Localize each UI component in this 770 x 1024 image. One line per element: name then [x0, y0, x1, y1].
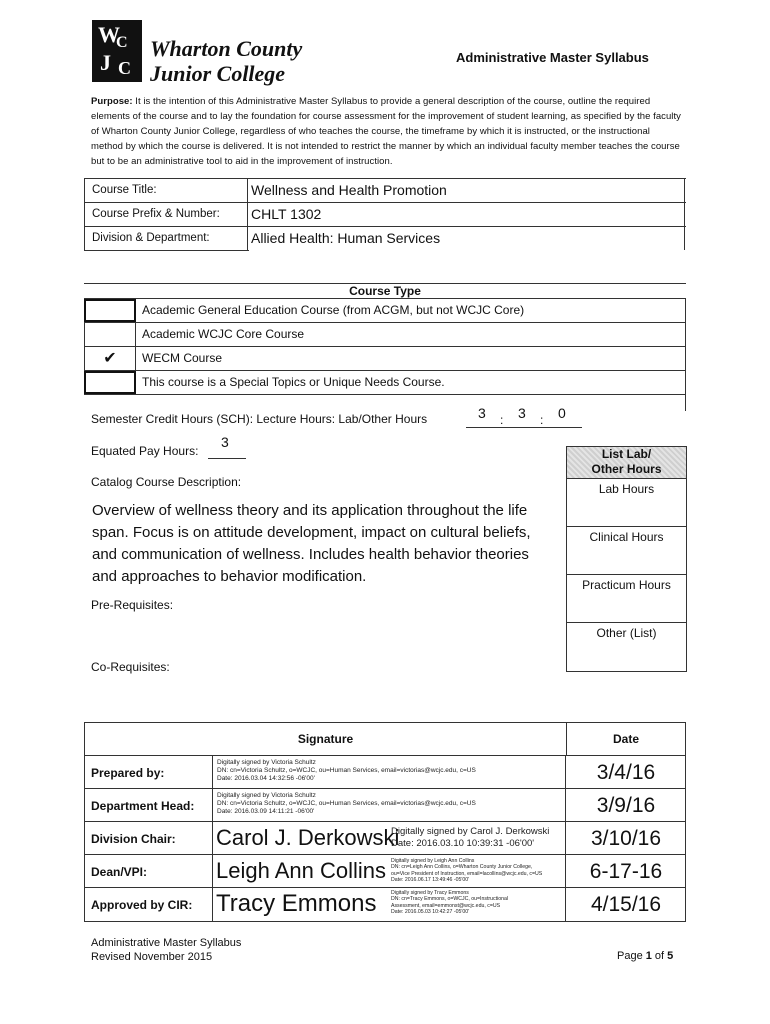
role-label: Division Chair: [85, 822, 213, 854]
page-prefix: Page [617, 950, 646, 962]
equated-pay-label: Equated Pay Hours: [91, 444, 199, 458]
equated-pay-value: 3 [221, 434, 229, 450]
logo-letter-c2: C [118, 58, 131, 78]
signature-row-dean [85, 855, 685, 888]
clinical-hours-cell: Clinical Hours [567, 527, 686, 575]
lab-hours-heading-line1: List Lab/ [601, 447, 652, 461]
purpose-label: Purpose: [91, 96, 133, 107]
signature-line: Digitally signed by Leigh Ann Collins [391, 858, 475, 864]
signature-line: Digitally signed by Victoria Schultz [217, 792, 316, 799]
course-type-heading: Course Type [84, 283, 686, 299]
prerequisites-label: Pre-Requisites: [91, 598, 174, 612]
logo-letter-j: J [100, 50, 111, 75]
checkmark-icon[interactable]: ✔ [84, 347, 136, 370]
footer-left [91, 936, 241, 964]
role-label: Prepared by: [85, 756, 213, 788]
lab-hours-heading [567, 447, 686, 479]
course-type-option-label: WECM Course [142, 351, 223, 365]
signature-line: Date: 2016.03.04 14:32:56 -06'00' [217, 775, 315, 782]
signature-row-cir [85, 888, 685, 921]
course-type-option-label: This course is a Special Topics or Unique Needs Course. [142, 375, 445, 389]
college-name [150, 36, 302, 86]
signature-date: 3/10/16 [590, 827, 662, 850]
course-type-checkbox[interactable] [84, 371, 136, 394]
course-type-checkbox[interactable] [84, 323, 136, 346]
digital-signature[interactable] [213, 789, 566, 821]
course-type-table [84, 283, 686, 395]
date-column-header: Date [612, 732, 639, 746]
other-hours-cell: Other (List) [596, 626, 657, 640]
signature-line: Digitally signed by Tracy Emmons [391, 890, 469, 896]
signature-column-header: Signature [297, 732, 354, 746]
signature-line: ou=Vice President of Instruction, email=lacollins@wcjc.edu, c=US [391, 870, 543, 877]
course-type-option-label: Academic WCJC Core Course [142, 327, 305, 341]
course-title-value: Wellness and Health Promotion [251, 182, 447, 198]
logo-letter-c1: C [116, 34, 128, 51]
role-label: Dean/VPI: [85, 855, 213, 887]
page-current: 1 [645, 950, 652, 962]
corequisites-label: Co-Requisites: [91, 660, 170, 674]
lab-hours-value: 0 [558, 405, 566, 421]
table-border [84, 250, 249, 251]
digital-signature[interactable] [213, 822, 566, 854]
signature-date: 3/4/16 [596, 761, 656, 784]
signer-name: Tracy Emmons [216, 890, 377, 917]
role-label: Approved by CIR: [85, 888, 213, 921]
course-prefix-value: CHLT 1302 [251, 206, 322, 222]
signature-date: 6-17-16 [589, 860, 663, 883]
table-border [566, 723, 567, 756]
credit-separator: : [500, 413, 504, 427]
page-number [617, 950, 673, 962]
course-type-option-label: Academic General Education Course (from ACGM, but not WCJC Core) [142, 303, 525, 317]
purpose-text: It is the intention of this Administrative Master Syllabus to provide a general description of the course, outline the required elements of the course and to lay the foundation for course assessment for the improvement of student learning, as specified by the faculty of Wharton County Junior College, regardless of who teaches the course, the timeframe by which it is instructed, or the instructional method by which the course is delivered. It is not intended to restrict the manner by which an individual faculty member teaches the course but to be an administrative tool to aid in the improvement of instruction. [91, 96, 681, 167]
equated-pay-underline [208, 458, 246, 459]
division-label: Division & Department: [84, 227, 248, 251]
signature-table-header [85, 723, 685, 756]
college-logo-mark [92, 20, 142, 82]
course-prefix-row [84, 202, 686, 226]
course-info-table [84, 178, 686, 250]
college-name-line2: Junior College [150, 61, 286, 86]
signer-name: Leigh Ann Collins [216, 858, 387, 883]
signature-line: Digitally signed by Carol J. Derkowski [391, 826, 550, 837]
signature-line: Date: 2016.06.17 13:49:46 -05'00' [391, 877, 470, 884]
signature-line: DN: cn=Victoria Schultz, o=WCJC, ou=Human Services, email=victorias@wcjc.edu, c=US [217, 800, 476, 807]
lab-hours-table [566, 446, 687, 672]
lecture-hours-value: 3 [518, 405, 526, 421]
course-prefix-label: Course Prefix & Number: [84, 203, 248, 227]
signature-line: Date: 2016.03.09 14:11:21 -06'00' [217, 808, 315, 815]
signature-line: Assessment, email=emmonst@wcjc.edu, c=US [391, 902, 501, 909]
signature-table [84, 722, 686, 922]
digital-signature[interactable] [213, 888, 566, 921]
footer-line2: Revised November 2015 [91, 951, 213, 963]
purpose-paragraph [91, 94, 681, 169]
signature-row-prepared [85, 756, 685, 789]
logo-letter-w: W [98, 22, 120, 47]
signature-line: DN: cn=Leigh Ann Collins, o=Wharton County Junior College, [391, 864, 533, 871]
signature-line: Date: 2016.05.03 10:42:27 -05'00' [391, 909, 470, 916]
table-border [684, 178, 685, 250]
footer-line1: Administrative Master Syllabus [91, 937, 242, 949]
lab-hours-cell: Lab Hours [567, 479, 686, 527]
document-title: Administrative Master Syllabus [456, 50, 649, 65]
college-name-line1: Wharton County [150, 36, 303, 61]
signature-details [391, 826, 549, 850]
course-type-checkbox[interactable] [84, 299, 136, 322]
page-of: of [651, 950, 668, 962]
signature-line: Date: 2016.03.10 10:39:31 -06'00' [391, 838, 535, 849]
signature-date: 4/15/16 [590, 893, 662, 916]
signature-date: 3/9/16 [596, 794, 656, 817]
catalog-description-label: Catalog Course Description: [91, 475, 242, 489]
course-type-option [84, 323, 686, 347]
division-row [84, 226, 686, 250]
lab-hours-heading-line2: Other Hours [591, 462, 662, 476]
course-type-option [84, 299, 686, 323]
course-title-row [84, 178, 686, 202]
signature-line: DN: cn=Tracy Emmons, o=WCJC, ou=Instructional [391, 896, 508, 903]
table-border [685, 299, 686, 411]
signature-details [391, 890, 508, 916]
signature-details [217, 759, 476, 783]
credit-hours-underline [466, 427, 582, 428]
signature-row-division-chair [85, 822, 685, 855]
course-type-option [84, 347, 686, 371]
role-label: Department Head: [85, 789, 213, 821]
digital-signature[interactable] [213, 756, 566, 788]
division-value: Allied Health: Human Services [251, 230, 441, 246]
credit-hours-label: Semester Credit Hours (SCH): Lecture Hours: Lab/Other Hours [91, 412, 428, 426]
catalog-description-text: Overview of wellness theory and its application throughout the life span. Focus is on attitude development, impact on cultural beliefs, and communication of wellness. Includes health behavior theories and approaches to behavior modification. [92, 502, 531, 585]
practicum-hours-cell: Practicum Hours [567, 575, 686, 623]
signature-row-department-head [85, 789, 685, 822]
signature-line: Digitally signed by Victoria Schultz [217, 759, 316, 766]
course-type-option [84, 371, 686, 395]
course-title-label: Course Title: [84, 179, 248, 203]
page-total: 5 [667, 950, 674, 962]
signer-name: Carol J. Derkowski [216, 825, 400, 850]
digital-signature[interactable] [213, 855, 566, 887]
signature-line: DN: cn=Victoria Schultz, o=WCJC, ou=Human Services, email=victorias@wcjc.edu, c=US [217, 767, 476, 774]
sch-value: 3 [478, 405, 486, 421]
signature-details [217, 792, 476, 816]
credit-separator: : [540, 413, 544, 427]
signature-details [391, 858, 542, 884]
